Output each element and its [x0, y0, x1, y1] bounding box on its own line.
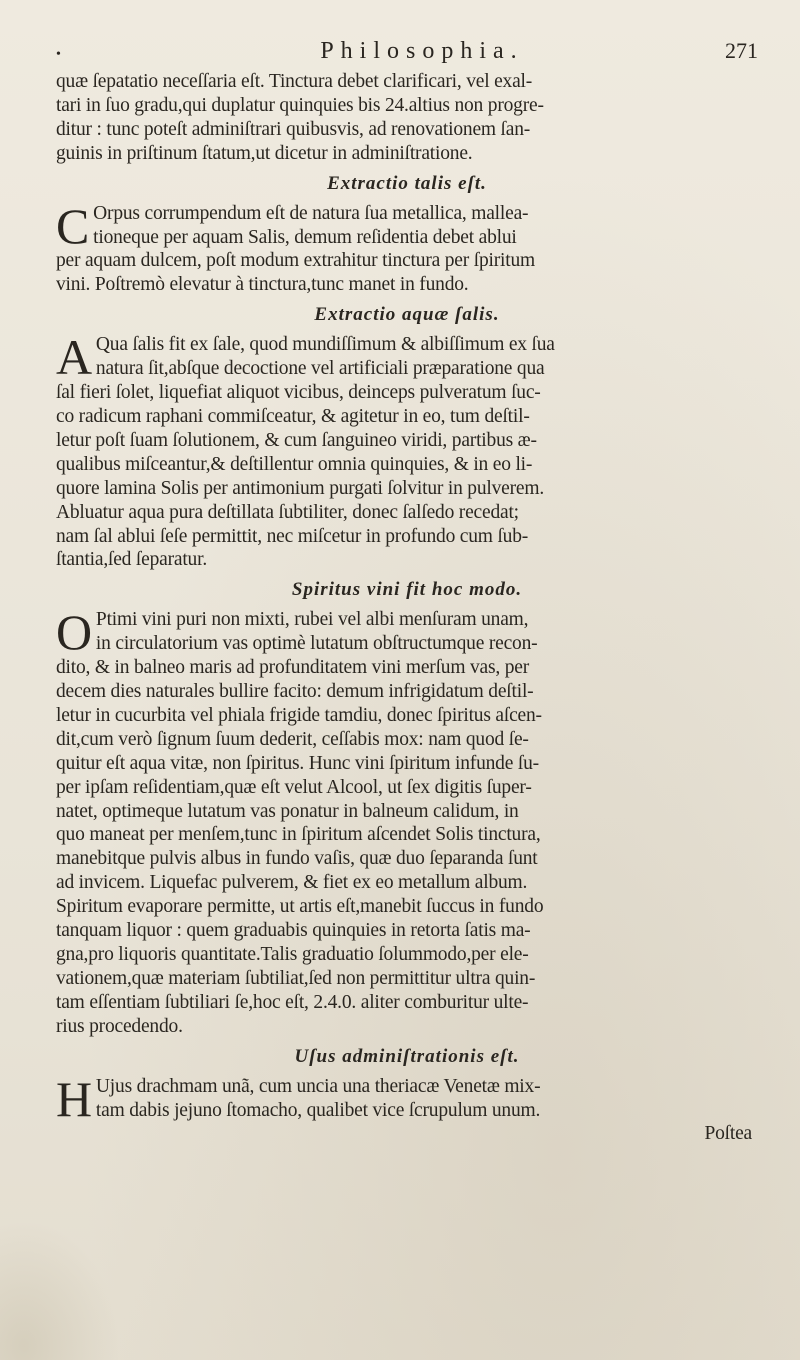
section-heading: Extractio talis eſt.	[327, 172, 487, 194]
text-line: quæ ſepatatio neceſſaria eſt. Tinctura debet clarificari, vel exal-	[56, 71, 533, 92]
section-paragraph	[56, 329, 758, 572]
text-line: quore lamina Solis per antimonium purgati ſolvitur in pulverem.	[56, 477, 545, 499]
text-line: decem dies naturales bullire facito: demum infrigidatum deſtil-	[56, 681, 534, 703]
text-line: vationem,quæ materiam ſubtiliat,ſed non permittitur ultra quin-	[56, 967, 536, 989]
running-title: Philosophia.	[320, 38, 524, 64]
section-heading: Spiritus vini fit hoc modo.	[291, 579, 523, 601]
text-line: ditur : tunc poteſt adminiſtrari quibusvis, ad renovationem ſan-	[56, 118, 531, 140]
text-line: qualibus miſceantur,& deſtillentur omnia quinquies, & in eo li-	[56, 453, 533, 475]
catchword: Poſtea	[704, 1123, 752, 1145]
section-heading: Extractio aquæ ſalis.	[314, 304, 500, 326]
text-line: tioneque per aquam Salis, demum reſidentia debet ablui	[93, 226, 517, 248]
text-line: in circulatorium vas optimè lutatum obſtructumque recon-	[95, 633, 538, 655]
text-line: ſal fieri ſolet, liquefiat aliquot vicibus, deinceps pulveratum ſuc-	[56, 382, 541, 404]
text-line: per aquam dulcem, poſt modum extrahitur tinctura per ſpiritum	[56, 250, 535, 272]
text-line: rius procedendo.	[56, 1015, 183, 1037]
page-number: 271	[725, 38, 758, 63]
text-line: letur in cucurbita vel phiala frigide tamdiu, donec ſpiritus aſcen-	[56, 704, 542, 726]
text-line: natura ſit,abſque decoctione vel artificiali præparatione qua	[95, 358, 545, 380]
drop-cap: H	[56, 1070, 92, 1127]
text-line: Qua ſalis fit ex ſale, quod mundiſſimum & albiſſimum ex ſua	[95, 334, 555, 356]
text-line: Orpus corrumpendum eſt de natura ſua metallica, mallea-	[93, 202, 529, 224]
section-paragraph	[56, 1070, 758, 1127]
section-paragraph	[56, 197, 758, 298]
text-line: quitur eſt aqua vitæ, non ſpiritus. Hunc vini ſpiritum infunde ſu-	[56, 752, 539, 774]
paper-stain	[0, 1220, 120, 1360]
text-line: tanquam liquor : quem graduabis quinquies in retorta ſatis ma-	[56, 920, 531, 942]
text-line: per ipſam reſidentiam,quæ eſt velut Alcool, ut ſex digitis ſuper-	[56, 776, 532, 798]
section-paragraph	[56, 604, 758, 1038]
page-header	[56, 38, 758, 66]
drop-cap: O	[56, 604, 92, 661]
drop-cap: A	[56, 329, 92, 386]
text-line: vini. Poſtremò elevatur à tinctura,tunc manet in fundo.	[56, 274, 469, 296]
text-line: guinis in priſtinum ſtatum,ut dicetur in adminiſtratione.	[56, 142, 473, 164]
text-line: nam ſal ablui ſeſe permittit, nec miſcetur in profundo cum ſub-	[56, 525, 529, 547]
text-line: gna,pro liquoris quantitate.Talis graduatio ſolummodo,per ele-	[56, 944, 529, 965]
text-line: Ptimi vini puri non mixti, rubei vel albi menſuram unam,	[95, 609, 529, 631]
text-line: ad invicem. Liquefac pulverem, & fiet ex eo metallum album.	[56, 872, 528, 894]
text-line: ſtantia,ſed ſeparatur.	[56, 549, 207, 571]
drop-cap: C	[56, 197, 90, 254]
catchword-row	[56, 1122, 758, 1146]
intro-paragraph	[56, 70, 758, 166]
text-line: quo maneat per menſem,tunc in ſpiritum aſcendet Solis tinctura,	[56, 824, 541, 846]
text-line: tam eſſentiam ſubtiliari ſe,hoc eſt, 2.4.0. aliter comburitur ulte-	[56, 991, 529, 1013]
text-line: tam dabis jejuno ſtomacho, qualibet vice ſcrupulum unum.	[95, 1099, 541, 1121]
header-mark: •	[56, 47, 61, 62]
text-line: tari in ſuo gradu,qui duplatur quinquies bis 24.altius non progre-	[56, 94, 544, 116]
text-line: natet, optimeque lutatum vas ponatur in balneum calidum, in	[56, 800, 519, 822]
text-line: letur poſt ſuam ſolutionem, & cum ſanguineo viridi, partibus æ-	[56, 429, 537, 451]
text-line: dito, & in balneo maris ad profunditatem vini merſum vas, per	[56, 657, 530, 679]
text-line: Spiritum evaporare permitte, ut artis eſt,manebit ſuccus in fundo	[56, 896, 544, 918]
section-heading: Uſus adminiſtrationis eſt.	[294, 1045, 520, 1067]
text-line: Ujus drachmam unã, cum uncia una theriacæ Venetæ mix-	[95, 1075, 541, 1097]
text-line: manebitque pulvis albus in fundo vaſis, quæ duo ſeparanda ſunt	[56, 848, 538, 870]
text-line: Abluatur aqua pura deſtillata ſubtiliter, donec ſalſedo recedat;	[56, 501, 519, 523]
text-line: co radicum raphani commiſceatur, & agitetur in eo, tum deſtil-	[56, 405, 530, 427]
text-line: dit,cum verò ſignum ſuum dederit, ceſſabis mox: nam quod ſe-	[56, 728, 529, 750]
